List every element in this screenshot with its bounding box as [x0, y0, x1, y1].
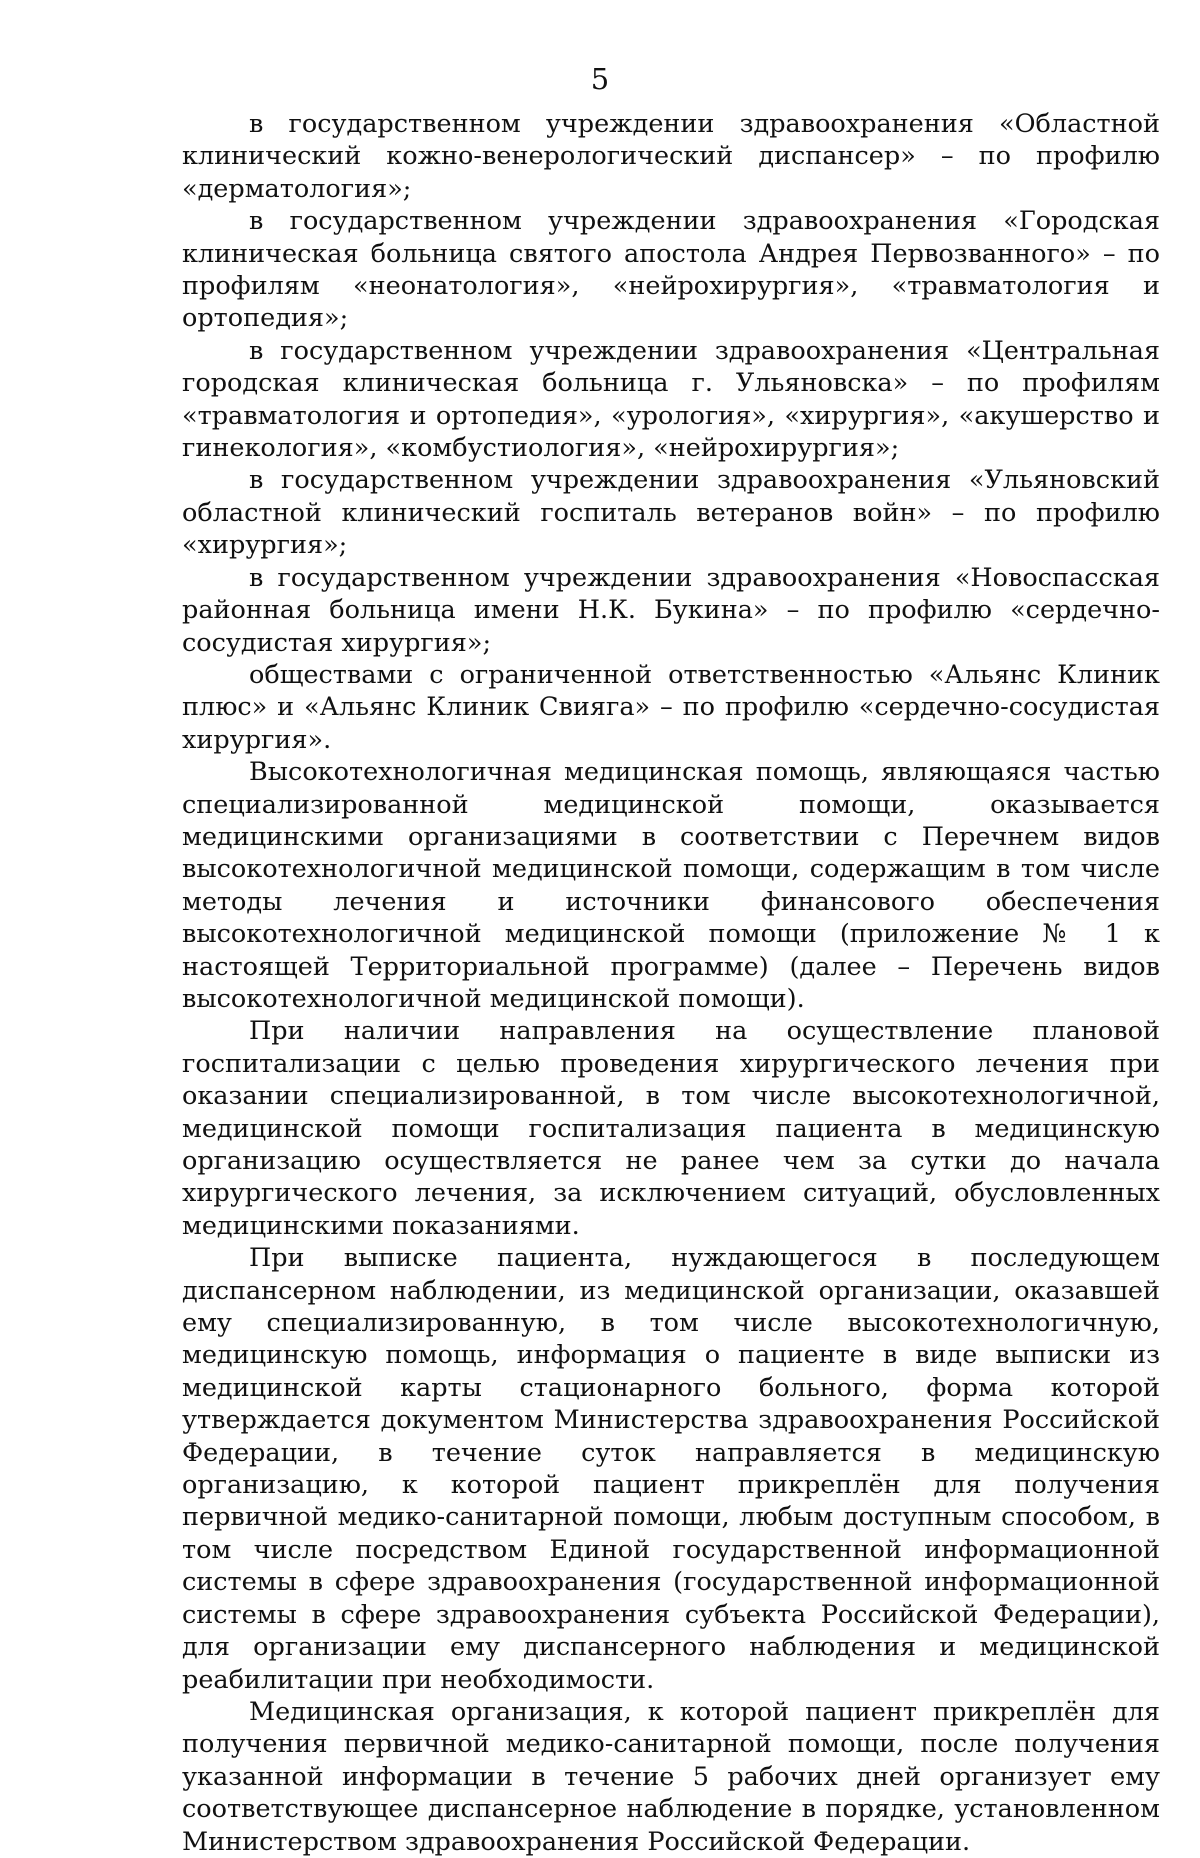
paragraph-planned-hospitalization: При наличии направления на осуществление плановой госпитализации с целью проведения хирургического лечения при оказании специализированной, в том числе высокотехнологичной, медицинской помощи госпитализация пациента в медицинскую организацию осуществляется не ранее чем за сутки до начала хирургического лечения, за исключением ситуаций, обусловленных медицинскими показаниями.	[182, 1016, 1160, 1241]
body-text	[182, 108, 1160, 1858]
paragraph-dermatology-dispensary: в государственном учреждении здравоохранения «Областной клинический кожно-венерологический диспансер» – по профилю «дерматология»;	[182, 109, 1160, 204]
paragraph-high-tech-care: Высокотехнологичная медицинская помощь, являющаяся частью специализированной медицинской помощи, оказывается медицинскими организациями в соответствии с Перечнем видов высокотехнологичной медицинской помощи, содержащим в том числе методы лечения и источники финансового обеспечения высокотехнологичной медицинской помощи (приложение № 1 к настоящей Территориальной программе) (далее – Перечень видов высокотехнологичной медицинской помощи).	[182, 757, 1160, 1014]
paragraph-patient-discharge: При выписке пациента, нуждающегося в последующем диспансерном наблюдении, из медицинской организации, оказавшей ему специализированную, в том числе высокотехнологичную, медицинскую помощь, информация о пациенте в виде выписки из медицинской карты стационарного больного, форма которой утверждается документом Министерства здравоохранения Российской Федерации, в течение суток направляется в медицинскую организацию, к которой пациент прикреплён для получения первичной медико-санитарной помощи, любым доступным способом, в том числе посредством Единой государственной информационной системы в сфере здравоохранения (государственной информационной системы в сфере здравоохранения субъекта Российской Федерации), для организации ему диспансерного наблюдения и медицинской реабилитации при необходимости.	[182, 1243, 1160, 1695]
paragraph-alliance-clinics: обществами с ограниченной ответственностью «Альянс Клиник плюс» и «Альянс Клиник Свияга» – по профилю «сердечно-сосудистая хирургия».	[182, 659, 1160, 755]
paragraph-dispensary-observation: Медицинская организация, к которой пациент прикреплён для получения первичной медико-санитарной помощи, после получения указанной информации в течение 5 рабочих дней организует ему соответствующее диспансерное наблюдение в порядке, установленном Министерством здравоохранения Российской Федерации.	[182, 1696, 1160, 1857]
paragraph-city-clinical-hospital: в государственном учреждении здравоохранения «Городская клиническая больница святого апостола Андрея Первозванного» – по профилям «неонатология», «нейрохирургия», «травматология и ортопедия»;	[182, 206, 1160, 334]
paragraph-central-city-hospital: в государственном учреждении здравоохранения «Центральная городская клиническая больница г. Ульяновска» – по профилям «травматология и ортопедия», «урология», «хирургия», «акушерство и гинекология», «комбустиология», «нейрохирургия»;	[182, 335, 1160, 464]
paragraph-novospasskaya-hospital: в государственном учреждении здравоохранения «Новоспасская районная больница имени Н.К. Букина» – по профилю «сердечно-сосудистая хирургия»;	[182, 562, 1160, 658]
page-number: 5	[590, 62, 610, 96]
paragraph-veterans-hospital: в государственном учреждении здравоохранения «Ульяновский областной клинический госпиталь ветеранов войн» – по профилю «хирургия»;	[182, 465, 1160, 561]
